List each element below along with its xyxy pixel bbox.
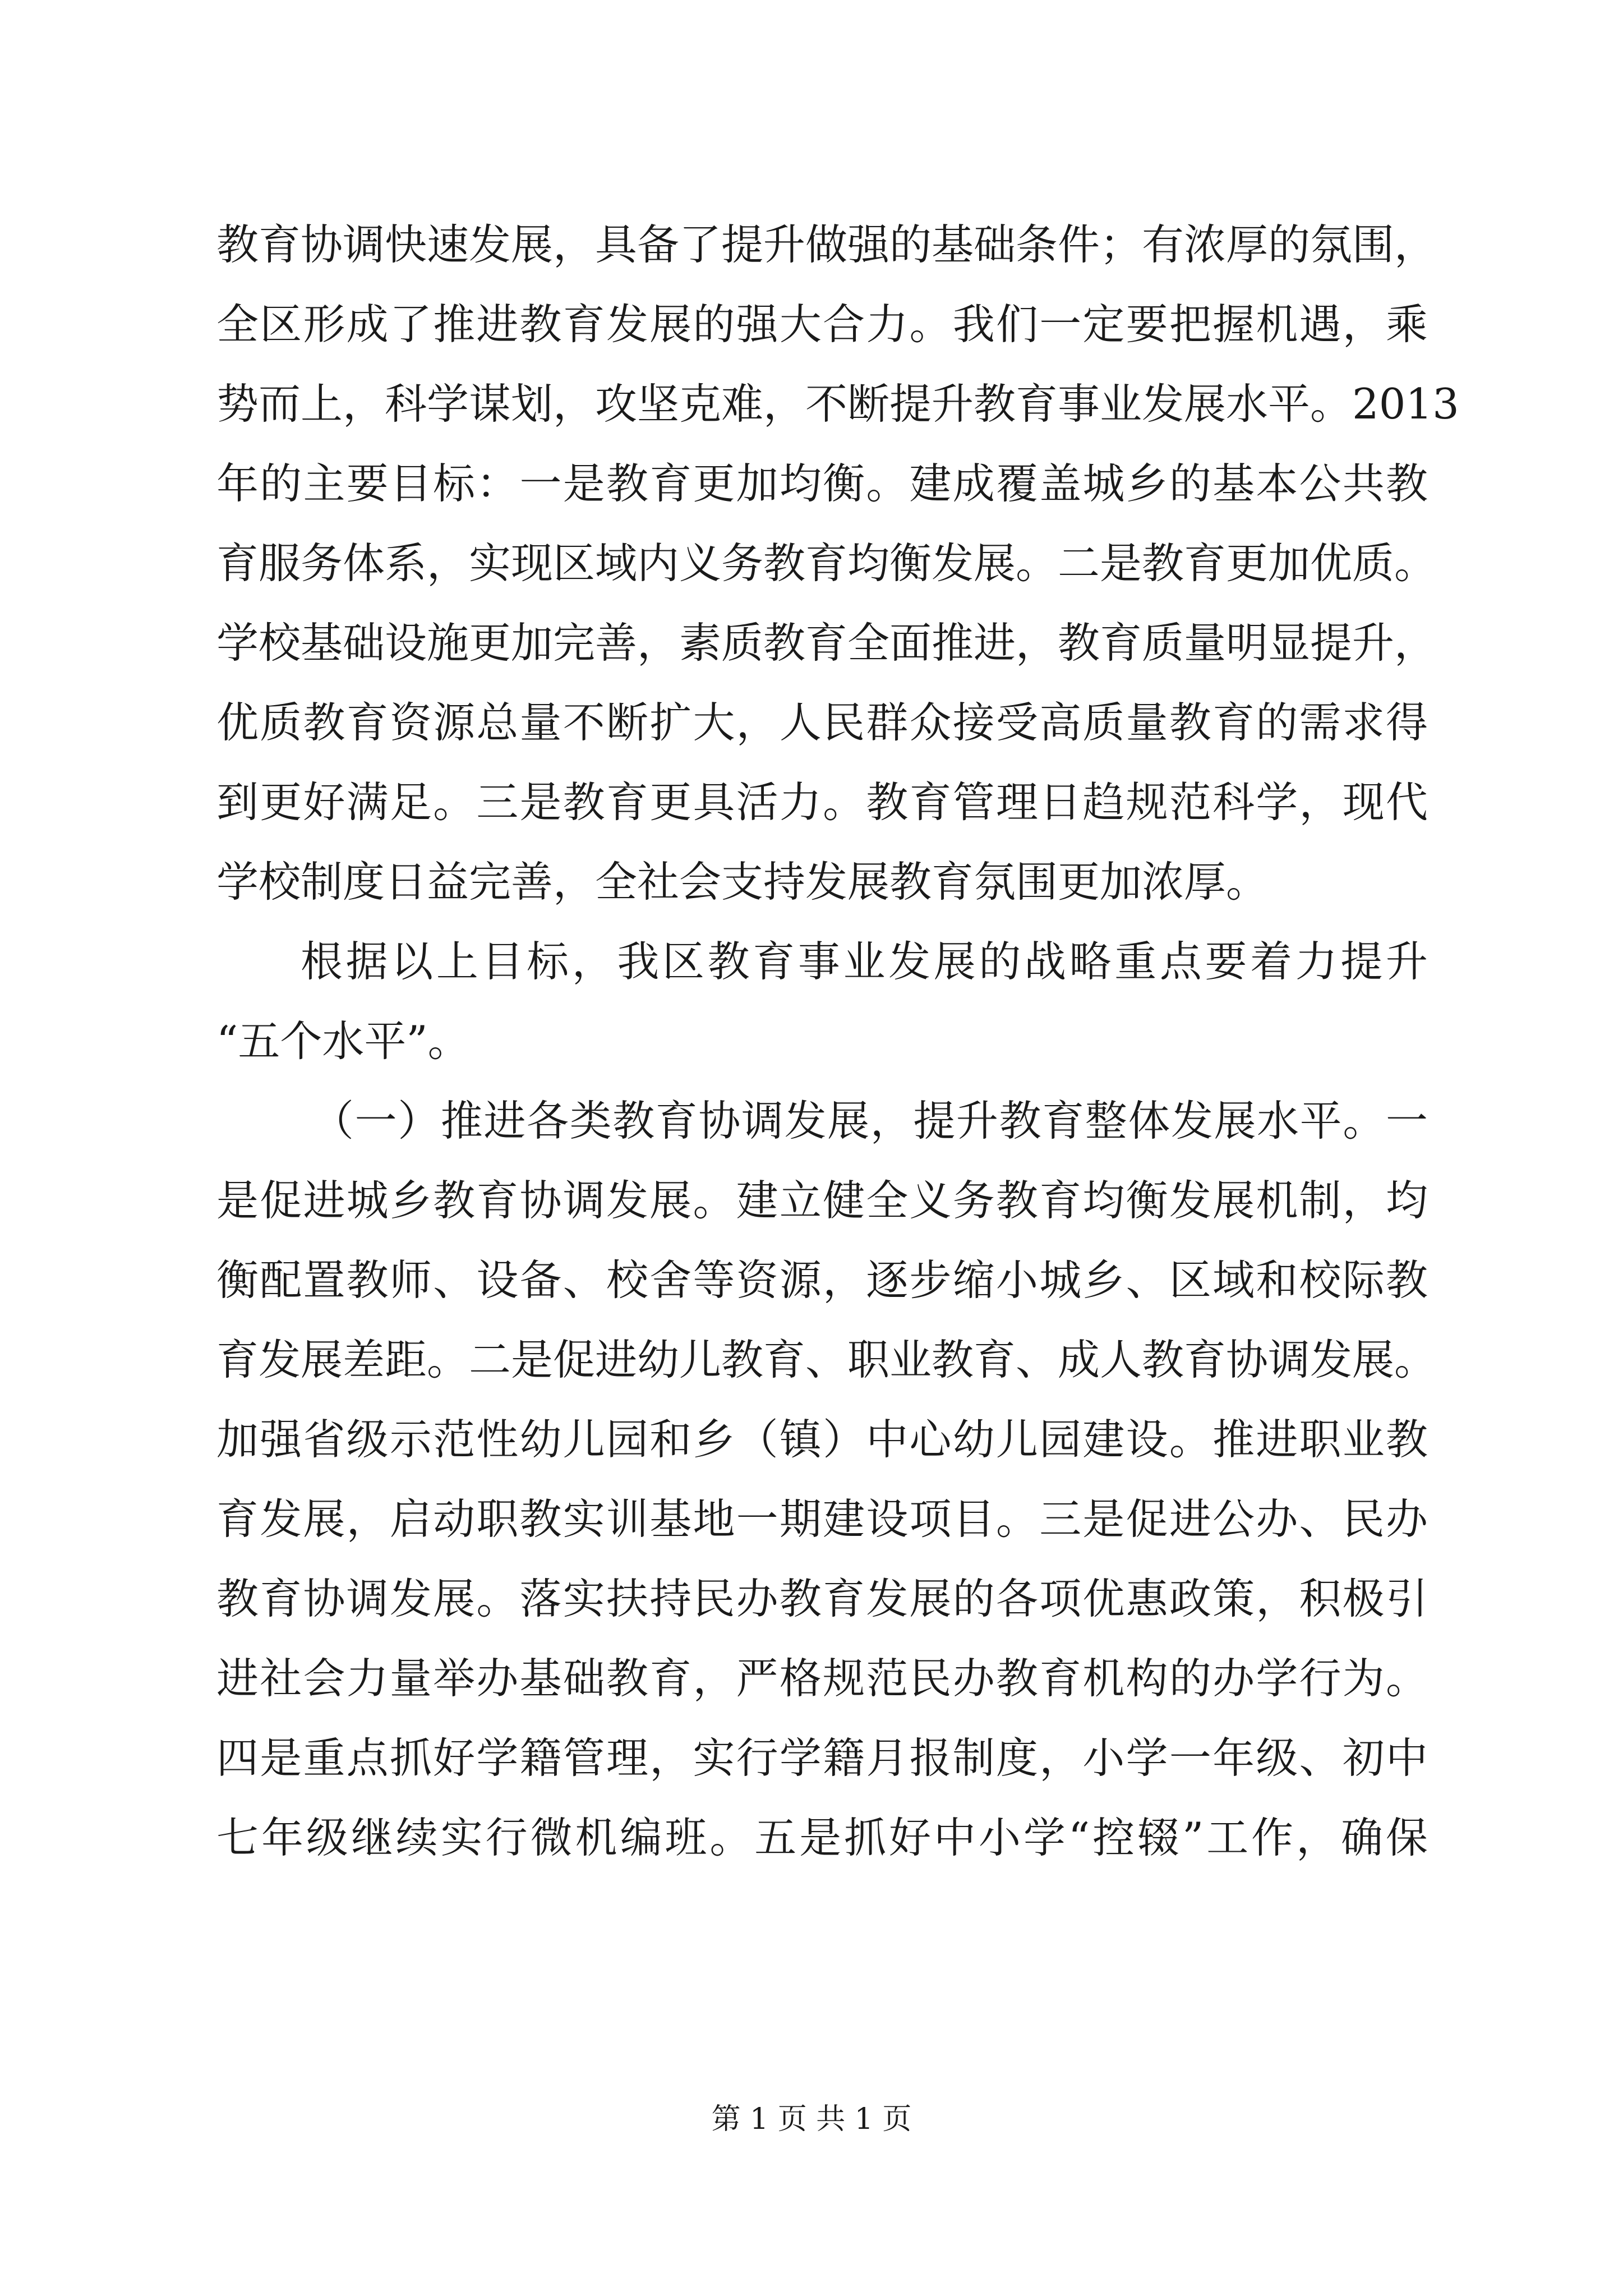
- text-line-19: 进社会力量举办基础教育，严格规范民办教育机构的办学行为。: [216, 1654, 1428, 1703]
- text-line-11: “五个水平”。: [216, 1016, 470, 1066]
- text-line-17: 育发展，启动职教实训基地一期建设项目。三是促进公办、民办: [216, 1494, 1428, 1544]
- text-line-2: 全区形成了推进教育发展的强大合力。我们一定要把握机遇，乘: [216, 300, 1428, 349]
- text-line-5: 育服务体系，实现区域内义务教育均衡发展。二是教育更加优质。: [216, 539, 1437, 588]
- text-line-18: 教育协调发展。落实扶持民办教育发展的各项优惠政策，积极引: [216, 1574, 1428, 1623]
- text-line-14: 衡配置教师、设备、校舍等资源，逐步缩小城乡、区域和校际教: [216, 1255, 1428, 1305]
- text-line-21: 七年级继续实行微机编班。五是抓好中小学“控辍”工作，确保: [216, 1813, 1428, 1862]
- text-line-20: 四是重点抓好学籍管理，实行学籍月报制度，小学一年级、初中: [216, 1733, 1428, 1783]
- document-body: [216, 205, 1459, 1878]
- text-line-4: 年的主要目标：一是教育更加均衡。建成覆盖城乡的基本公共教: [216, 459, 1428, 508]
- text-line-10: 根据以上目标，我区教育事业发展的战略重点要着力提升: [301, 937, 1428, 986]
- page-footer: 第 1 页 共 1 页: [711, 2102, 912, 2136]
- text-line-16: 加强省级示范性幼儿园和乡（镇）中心幼儿园建设。推进职业教: [216, 1415, 1428, 1464]
- text-line-8: 到更好满足。三是教育更具活力。教育管理日趋规范科学，现代: [216, 777, 1428, 827]
- text-line-9: 学校制度日益完善，全社会支持发展教育氛围更加浓厚。: [216, 857, 1269, 907]
- text-line-6: 学校基础设施更加完善，素质教育全面推进，教育质量明显提升，: [216, 618, 1437, 668]
- text-line-15: 育发展差距。二是促进幼儿教育、职业教育、成人教育协调发展。: [216, 1335, 1437, 1384]
- text-line-13: 是促进城乡教育协调发展。建立健全义务教育均衡发展机制，均: [216, 1176, 1428, 1225]
- text-line-12: （一）推进各类教育协调发展，提升教育整体发展水平。一: [312, 1096, 1428, 1145]
- text-line-3: 势而上，科学谋划，攻坚克难，不断提升教育事业发展水平。2013: [216, 379, 1459, 429]
- text-line-7: 优质教育资源总量不断扩大，人民群众接受高质量教育的需求得: [216, 698, 1428, 747]
- text-line-1: 教育协调快速发展，具备了提升做强的基础条件；有浓厚的氛围，: [216, 220, 1437, 269]
